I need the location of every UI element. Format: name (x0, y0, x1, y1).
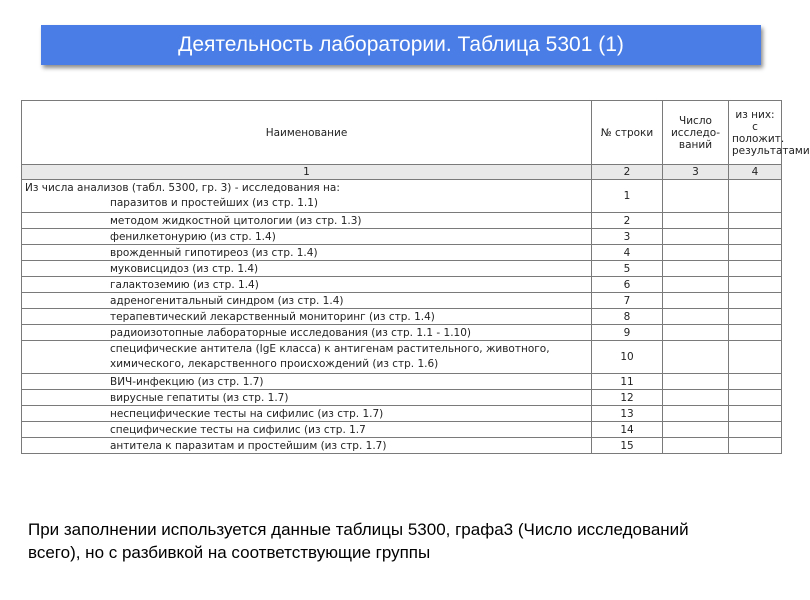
laboratory-table (21, 100, 810, 454)
table-row (22, 341, 782, 374)
column-number: 2 (592, 165, 663, 180)
count-cell[interactable] (663, 180, 729, 213)
row-name: муковисцидоз (из стр. 1.4) (22, 261, 592, 277)
positive-cell[interactable] (729, 309, 782, 325)
positive-cell[interactable] (729, 293, 782, 309)
count-cell[interactable] (663, 341, 729, 374)
count-cell[interactable] (663, 438, 729, 454)
positive-cell[interactable] (729, 229, 782, 245)
count-cell[interactable] (663, 277, 729, 293)
count-cell[interactable] (663, 406, 729, 422)
table-row (22, 406, 782, 422)
row-number: 14 (592, 422, 663, 438)
row-name: фенилкетонурию (из стр. 1.4) (22, 229, 592, 245)
table-header-row (22, 101, 782, 165)
page-title: Деятельность лаборатории. Таблица 5301 (1) (178, 33, 624, 56)
column-number: 1 (22, 165, 592, 180)
positive-cell[interactable] (729, 438, 782, 454)
row-name: адреногенитальный синдром (из стр. 1.4) (22, 293, 592, 309)
positive-cell[interactable] (729, 422, 782, 438)
positive-cell[interactable] (729, 406, 782, 422)
table-row (22, 325, 782, 341)
table-row (22, 213, 782, 229)
header-row-no: № строки (592, 101, 663, 165)
row-number: 1 (592, 180, 663, 213)
row-name: антитела к паразитам и простейшим (из стр. 1.7) (22, 438, 592, 454)
positive-cell[interactable] (729, 341, 782, 374)
header-positive: из них: с положит. результатами (729, 101, 782, 165)
count-cell[interactable] (663, 261, 729, 277)
header-count: Число исследо-ваний (663, 101, 729, 165)
row-number: 2 (592, 213, 663, 229)
count-cell[interactable] (663, 293, 729, 309)
footnote-text: При заполнении используется данные таблицы 5300, графа3 (Число исследований всего), но с разбивкой на соответствующие группы (28, 520, 689, 562)
positive-cell[interactable] (729, 374, 782, 390)
count-cell[interactable] (663, 229, 729, 245)
count-cell[interactable] (663, 309, 729, 325)
table-row (22, 309, 782, 325)
count-cell[interactable] (663, 390, 729, 406)
column-number: 3 (663, 165, 729, 180)
positive-cell[interactable] (729, 245, 782, 261)
row-number: 3 (592, 229, 663, 245)
row-number: 9 (592, 325, 663, 341)
row-name: специфические тесты на сифилис (из стр. 1.7 (22, 422, 592, 438)
positive-cell[interactable] (729, 213, 782, 229)
table-row (22, 422, 782, 438)
row-name: вирусные гепатиты (из стр. 1.7) (22, 390, 592, 406)
positive-cell[interactable] (729, 277, 782, 293)
positive-cell[interactable] (729, 325, 782, 341)
row-name: методом жидкостной цитологии (из стр. 1.3) (22, 213, 592, 229)
row-number: 7 (592, 293, 663, 309)
table-row (22, 374, 782, 390)
row-name: терапевтический лекарственный мониторинг (из стр. 1.4) (22, 309, 592, 325)
row-number: 12 (592, 390, 663, 406)
positive-cell[interactable] (729, 390, 782, 406)
table-row (22, 229, 782, 245)
count-cell[interactable] (663, 325, 729, 341)
row-name: ВИЧ-инфекцию (из стр. 1.7) (22, 374, 592, 390)
row-number: 4 (592, 245, 663, 261)
row-number: 6 (592, 277, 663, 293)
table-row (22, 390, 782, 406)
positive-cell[interactable] (729, 180, 782, 213)
row-number: 8 (592, 309, 663, 325)
row-name-sub: паразитов и простейших (из стр. 1.1) (110, 197, 319, 209)
row-name: врожденный гипотиреоз (из стр. 1.4) (22, 245, 592, 261)
row-name: галактоземию (из стр. 1.4) (22, 277, 592, 293)
count-cell[interactable] (663, 422, 729, 438)
count-cell[interactable] (663, 213, 729, 229)
header-name: Наименование (22, 101, 592, 165)
row-name (22, 180, 592, 213)
count-cell[interactable] (663, 374, 729, 390)
title-bar (41, 25, 761, 65)
table-row (22, 261, 782, 277)
table-row (22, 245, 782, 261)
table-row (22, 277, 782, 293)
row-number: 11 (592, 374, 663, 390)
table-row (22, 438, 782, 454)
row-number: 15 (592, 438, 663, 454)
positive-cell[interactable] (729, 261, 782, 277)
row-number: 5 (592, 261, 663, 277)
column-number-row (22, 165, 782, 180)
row-number: 10 (592, 341, 663, 374)
row-name: специфические антитела (IgE класса) к антигенам растительного, животного, химического, лекарственного происхождений (из стр. 1.6) (22, 341, 592, 374)
row-name: радиоизотопные лабораторные исследования (из стр. 1.1 - 1.10) (22, 325, 592, 341)
count-cell[interactable] (663, 245, 729, 261)
column-number: 4 (729, 165, 782, 180)
row-name-intro: Из числа анализов (табл. 5300, гр. 3) - исследования на: (25, 182, 340, 194)
row-name: неспецифические тесты на сифилис (из стр. 1.7) (22, 406, 592, 422)
table-row (22, 293, 782, 309)
row-number: 13 (592, 406, 663, 422)
table-row (22, 180, 782, 213)
